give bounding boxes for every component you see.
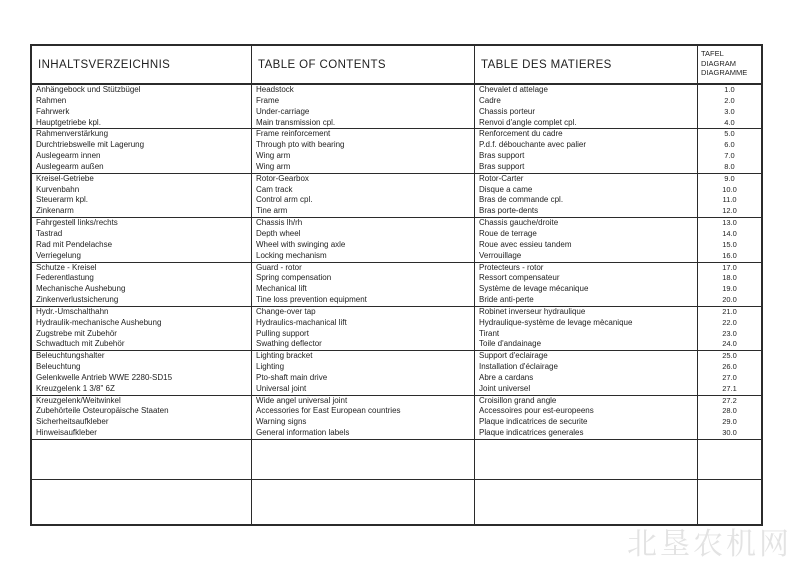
cell-fr: Bras support [475, 162, 698, 173]
cell-de: Zubehörteile Osteuropäische Staaten [32, 406, 252, 417]
cell-num: 2.0 [724, 95, 735, 105]
cell-de: Tastrad [32, 229, 252, 240]
cell-num: 25.0 [722, 351, 737, 361]
cell-de: Kreuzgelenk/Weitwinkel [32, 396, 252, 407]
cell-num: 17.0 [722, 262, 737, 272]
table-row [32, 406, 761, 417]
table-row [32, 273, 761, 284]
cell-fr: P.d.f. débouchante avec palier [475, 140, 698, 151]
empty-cell [475, 440, 698, 479]
cell-de: Hydr.-Umschalthahn [32, 307, 252, 318]
cell-fr: Robinet inverseur hydraulique [475, 307, 698, 318]
cell-de: Sicherheitsaufkleber [32, 417, 252, 428]
cell-en: Wheel with swinging axle [252, 240, 475, 251]
cell-fr: Bras de commande cpl. [475, 195, 698, 206]
table-row [32, 384, 761, 395]
cell-fr: Renforcement du cadre [475, 129, 698, 140]
cell-de: Zugstrebe mit Zubehör [32, 329, 252, 340]
cell-en: Change-over tap [252, 307, 475, 318]
cell-en: Main transmission cpl. [252, 118, 475, 129]
cell-de: Verriegelung [32, 251, 252, 262]
cell-de: Auslegearm außen [32, 162, 252, 173]
table-row [32, 240, 761, 251]
table-row [32, 162, 761, 173]
table-row [32, 129, 761, 140]
table-row [32, 284, 761, 295]
row-group [32, 350, 761, 394]
table-row [32, 318, 761, 329]
cell-de: Kreuzgelenk 1 3/8" 6Z [32, 384, 252, 395]
cell-en: Chassis lh/rh [252, 218, 475, 229]
row-group [32, 217, 761, 261]
empty-cell [698, 440, 761, 479]
empty-cell [252, 480, 475, 524]
header-diagram-line-en: DIAGRAM [701, 58, 737, 68]
table-row [32, 140, 761, 151]
cell-en: Tine arm [252, 206, 475, 217]
cell-de: Federentlastung [32, 273, 252, 284]
cell-num: 13.0 [722, 218, 737, 228]
table-row [32, 428, 761, 439]
cell-num: 27.1 [722, 383, 737, 393]
cell-num: 15.0 [722, 239, 737, 249]
cell-en: Headstock [252, 85, 475, 96]
cell-de: Beleuchtung [32, 362, 252, 373]
table-row [32, 107, 761, 118]
empty-cell [698, 480, 761, 524]
cell-de: Rahmenverstärkung [32, 129, 252, 140]
cell-fr: Support d'eclairage [475, 351, 698, 362]
cell-fr: Plaque indicatrices generales [475, 428, 698, 439]
cell-en: Wing arm [252, 162, 475, 173]
cell-de: Kurvenbahn [32, 185, 252, 196]
cell-fr: Tirant [475, 329, 698, 340]
table-row [32, 396, 761, 407]
table-row [32, 263, 761, 274]
cell-de: Auslegearm innen [32, 151, 252, 162]
row-group [32, 128, 761, 172]
cell-fr: Renvoi d'angle complet cpl. [475, 118, 698, 129]
contents-table [30, 44, 763, 526]
table-body [32, 85, 761, 439]
cell-fr: Disque a came [475, 185, 698, 196]
cell-fr: Croisillon grand angle [475, 396, 698, 407]
cell-fr: Joint universel [475, 384, 698, 395]
cell-num: 3.0 [724, 106, 735, 116]
header-english: TABLE OF CONTENTS [252, 46, 475, 83]
cell-en: General information labels [252, 428, 475, 439]
cell-fr: Système de levage mécanique [475, 284, 698, 295]
table-row [32, 251, 761, 262]
cell-fr: Cadre [475, 96, 698, 107]
cell-en: Cam track [252, 185, 475, 196]
cell-num: 21.0 [722, 306, 737, 316]
cell-num: 24.0 [722, 339, 737, 349]
cell-num: 11.0 [722, 195, 737, 205]
table-row [32, 195, 761, 206]
cell-fr: Roue avec essieu tandem [475, 240, 698, 251]
cell-en: Pto-shaft main drive [252, 373, 475, 384]
cell-de: Zinkenverlustsicherung [32, 295, 252, 306]
header-german: INHALTSVERZEICHNIS [32, 46, 252, 83]
cell-en: Mechanical lift [252, 284, 475, 295]
table-row [32, 229, 761, 240]
cell-num: 20.0 [722, 295, 737, 305]
cell-en: Lighting [252, 362, 475, 373]
cell-de: Fahrwerk [32, 107, 252, 118]
cell-en: Frame reinforcement [252, 129, 475, 140]
cell-fr: Abre a cardans [475, 373, 698, 384]
header-french: TABLE DES MATIERES [475, 46, 698, 83]
table-row [32, 295, 761, 306]
cell-en: Tine loss prevention equipment [252, 295, 475, 306]
table-row [32, 206, 761, 217]
table-row [32, 96, 761, 107]
empty-cell [475, 480, 698, 524]
cell-num: 27.0 [722, 372, 737, 382]
cell-en: Wide angel universal joint [252, 396, 475, 407]
header-diagram-line-de: TAFEL [701, 49, 724, 58]
cell-num: 29.0 [722, 417, 737, 427]
table-row [32, 185, 761, 196]
cell-de: Kreisel-Getriebe [32, 174, 252, 185]
cell-num: 6.0 [724, 140, 735, 150]
table-row [32, 329, 761, 340]
watermark: 北垦农机网 [627, 527, 792, 562]
cell-de: Hinweisaufkleber [32, 428, 252, 439]
cell-en: Locking mechanism [252, 251, 475, 262]
cell-num: 7.0 [724, 151, 735, 161]
empty-cell [32, 440, 252, 479]
cell-num: 5.0 [724, 129, 735, 139]
cell-en: Warning signs [252, 417, 475, 428]
cell-fr: Toile d'andainage [475, 339, 698, 350]
cell-fr: Bras support [475, 151, 698, 162]
table-row [32, 85, 761, 96]
empty-row-block [32, 479, 761, 524]
cell-fr: Plaque indicatrices de securite [475, 417, 698, 428]
empty-cell [32, 480, 252, 524]
cell-de: Mechanische Aushebung [32, 284, 252, 295]
cell-num: 16.0 [722, 250, 737, 260]
cell-en: Spring compensation [252, 273, 475, 284]
cell-fr: Bras porte-dents [475, 206, 698, 217]
row-group [32, 262, 761, 306]
table-row [32, 218, 761, 229]
cell-de: Durchtriebswelle mit Lagerung [32, 140, 252, 151]
cell-de: Gelenkwelle Antrieb WWE 2280-SD15 [32, 373, 252, 384]
cell-num: 4.0 [724, 117, 735, 127]
cell-num: 9.0 [724, 173, 735, 183]
cell-fr: Roue de terrage [475, 229, 698, 240]
cell-num: 28.0 [722, 406, 737, 416]
cell-num: 27.2 [722, 395, 737, 405]
cell-en: Under-carriage [252, 107, 475, 118]
cell-num: 19.0 [722, 284, 737, 294]
row-group [32, 306, 761, 350]
cell-en: Guard - rotor [252, 263, 475, 274]
cell-num: 18.0 [722, 273, 737, 283]
cell-fr: Verrouillage [475, 251, 698, 262]
cell-fr: Installation d'éclairage [475, 362, 698, 373]
cell-en: Universal joint [252, 384, 475, 395]
table-row [32, 174, 761, 185]
cell-de: Schwadtuch mit Zubehör [32, 339, 252, 350]
cell-fr: Protecteurs - rotor [475, 263, 698, 274]
cell-num: 8.0 [724, 161, 735, 171]
cell-de: Hauptgetriebe kpl. [32, 118, 252, 129]
cell-fr: Chevalet d attelage [475, 85, 698, 96]
cell-num: 10.0 [722, 184, 737, 194]
cell-num: 30.0 [722, 428, 737, 438]
cell-en: Control arm cpl. [252, 195, 475, 206]
cell-num: 22.0 [722, 317, 737, 327]
cell-de: Rahmen [32, 96, 252, 107]
cell-fr: Bride anti-perte [475, 295, 698, 306]
table-row [32, 373, 761, 384]
row-group [32, 173, 761, 217]
header-diagram-number [698, 46, 761, 83]
table-row [32, 339, 761, 350]
cell-en: Hydraulics-machanical lift [252, 318, 475, 329]
cell-fr: Chassis porteur [475, 107, 698, 118]
empty-cell [252, 440, 475, 479]
cell-fr: Ressort compensateur [475, 273, 698, 284]
cell-num: 12.0 [722, 206, 737, 216]
cell-de: Steuerarm kpl. [32, 195, 252, 206]
cell-en: Pulling support [252, 329, 475, 340]
cell-fr: Chassis gauche/droite [475, 218, 698, 229]
cell-en: Lighting bracket [252, 351, 475, 362]
cell-num: 14.0 [722, 228, 737, 238]
row-group [32, 85, 761, 128]
cell-fr: Rotor-Carter [475, 174, 698, 185]
cell-en: Accessories for East European countries [252, 406, 475, 417]
table-row [32, 151, 761, 162]
cell-de: Rad mit Pendelachse [32, 240, 252, 251]
cell-de: Hydraulik-mechanische Aushebung [32, 318, 252, 329]
empty-row-block [32, 439, 761, 479]
table-row [32, 351, 761, 362]
cell-en: Depth wheel [252, 229, 475, 240]
cell-de: Fahrgestell links/rechts [32, 218, 252, 229]
cell-en: Wing arm [252, 151, 475, 162]
table-row [32, 118, 761, 129]
table-row [32, 417, 761, 428]
cell-fr: Hydraulique-système de levage mècanique [475, 318, 698, 329]
cell-de: Zinkenarm [32, 206, 252, 217]
cell-de: Beleuchtungshalter [32, 351, 252, 362]
cell-num: 26.0 [722, 362, 737, 372]
cell-en: Through pto with bearing [252, 140, 475, 151]
cell-en: Frame [252, 96, 475, 107]
cell-de: Anhängebock und Stützbügel [32, 85, 252, 96]
cell-de: Schutze - Kreisel [32, 263, 252, 274]
header-diagram-line-fr: DIAGRAMME [701, 68, 748, 77]
table-header-row [32, 46, 761, 85]
row-group [32, 395, 761, 439]
cell-fr: Accessoires pour est-europeens [475, 406, 698, 417]
cell-en: Swathing deflector [252, 339, 475, 350]
cell-en: Rotor-Gearbox [252, 174, 475, 185]
table-row [32, 362, 761, 373]
cell-num: 1.0 [724, 85, 735, 94]
table-row [32, 307, 761, 318]
cell-num: 23.0 [722, 328, 737, 338]
